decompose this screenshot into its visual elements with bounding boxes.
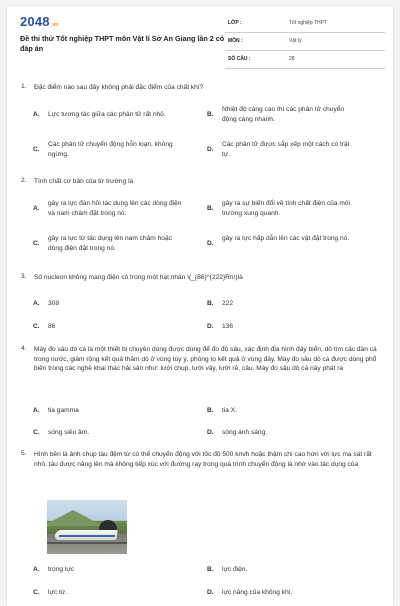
option-text: tia gamma — [48, 407, 79, 414]
option-letter: D. — [207, 323, 214, 330]
option-text: 308 — [48, 300, 60, 307]
meta-row-subject — [225, 34, 385, 51]
option-letter: C. — [33, 429, 40, 436]
option-text: gây ra lực đàn hồi tác dụng lên các dòng điện và nam châm đặt trong nó. — [48, 200, 182, 217]
question-number: 3. — [21, 273, 27, 280]
question-number: 5. — [21, 450, 27, 457]
option-letter: A. — [33, 566, 40, 573]
meta-row-class — [225, 16, 385, 33]
logo-suffix: .vn — [50, 22, 59, 28]
option-letter: C. — [33, 146, 40, 153]
meta-value: Tốt nghiệp THPT — [289, 20, 327, 26]
option-text: sóng ánh sáng. — [222, 429, 268, 436]
option-text: gây ra sự biến đổi về tính chất điện của môi trường xung quanh. — [222, 200, 350, 217]
option-text: Các phân tử được sắp xếp một cách có trật tự. — [222, 141, 350, 158]
photo-hill — [47, 510, 103, 526]
exam-meta-table — [225, 16, 385, 70]
option-letter: B. — [207, 566, 214, 573]
photo-rail — [47, 542, 127, 544]
meta-value: Vật lý — [289, 38, 302, 44]
option-letter: B. — [207, 300, 214, 307]
option-text: gây ra lực hấp dẫn lên các vật đặt trong nó. — [222, 235, 350, 242]
question-text: Tính chất cơ bản của từ trường là — [34, 178, 134, 185]
option-text: lực từ. — [48, 589, 68, 596]
option-letter: D. — [207, 146, 214, 153]
option-letter: A. — [33, 205, 40, 212]
option-letter: A. — [33, 300, 40, 307]
option-text: tia X. — [222, 407, 238, 414]
exam-title: Đề thi thử Tốt nghiệp THPT môn Vật lí Sở An Giang lần 2 có đáp án — [20, 34, 225, 53]
option-letter: C. — [33, 323, 40, 330]
exam-header — [7, 6, 393, 68]
logo-text: 2048 — [20, 14, 50, 29]
photo-train-stripe — [59, 535, 115, 537]
option-letter: A. — [33, 111, 40, 118]
option-letter: D. — [207, 589, 214, 596]
option-text: 222 — [222, 300, 234, 307]
option-letter: B. — [207, 205, 214, 212]
question-text: Đặc điểm nào sau đây không phải đặc điểm của chất khí? — [34, 84, 204, 91]
option-text: Các phân tử chuyển động hỗn loạn, không ngừng. — [48, 141, 173, 158]
question-number: 1. — [21, 83, 27, 90]
meta-key: MÔN : — [228, 38, 243, 44]
option-text: gây ra lực từ tác dụng lên nam châm hoặc dòng điện đặt trong nó. — [48, 235, 172, 252]
option-letter: D. — [207, 429, 214, 436]
question-number: 4. — [21, 345, 27, 352]
option-letter: C. — [33, 589, 40, 596]
option-letter: B. — [207, 111, 214, 118]
question-text: Hình bên là ảnh chụp tàu đệm từ có thể chuyển động với tốc độ 500 km/h hoặc thậm chí cao hơn với lực ma sát rất nhỏ, tàu được nâng lên mà không tiếp xúc với đường ray trong quá trình chuyển động là nhờ vào tác dụng của — [34, 451, 372, 468]
site-logo[interactable] — [20, 14, 59, 29]
maglev-train-photo — [47, 500, 127, 554]
option-text: trọng lực — [48, 566, 75, 573]
option-text: lực nâng của không khí. — [222, 589, 293, 596]
meta-key: SỐ CÂU : — [228, 56, 251, 62]
exam-page — [7, 6, 393, 606]
option-letter: D. — [207, 240, 214, 247]
meta-key: LỚP : — [228, 20, 242, 26]
question-number: 2. — [21, 177, 27, 184]
option-text: Lực tương tác giữa các phân tử rất nhỏ. — [48, 111, 166, 118]
meta-row-question-count — [225, 52, 385, 69]
option-text: 136 — [222, 323, 234, 330]
question-text: Số nucleon không mang điện có trong một hạt nhân \(_{86}^{222}Rn\)là — [34, 274, 243, 281]
meta-value: 28 — [289, 56, 295, 62]
question-text: Máy đo sâu dò cá là một thiết bị chuyên dùng được dùng để đo độ sâu, xác định địa hình đáy biển, dò tìm các đàn cá trong nước, giám rộng kết quả thăm dò ở vùng tùy ý, phóng to kết quả ở vùng đáy. Máy đo sâu dò cá được dùng phổ biến trong các nghề khai thác hải sản như: lưới chụp, lưới vây, lưới rê, câu. Máy đo sâu dò cá này phát ra — [34, 346, 377, 373]
option-text: lực điện. — [222, 566, 248, 573]
option-text: 86 — [48, 323, 56, 330]
option-letter: C. — [33, 240, 40, 247]
option-text: Nhiệt độ càng cao thì các phân tử chuyển động càng nhanh. — [222, 106, 345, 123]
option-letter: B. — [207, 407, 214, 414]
option-letter: A. — [33, 407, 40, 414]
option-text: sóng siêu âm. — [48, 429, 90, 436]
